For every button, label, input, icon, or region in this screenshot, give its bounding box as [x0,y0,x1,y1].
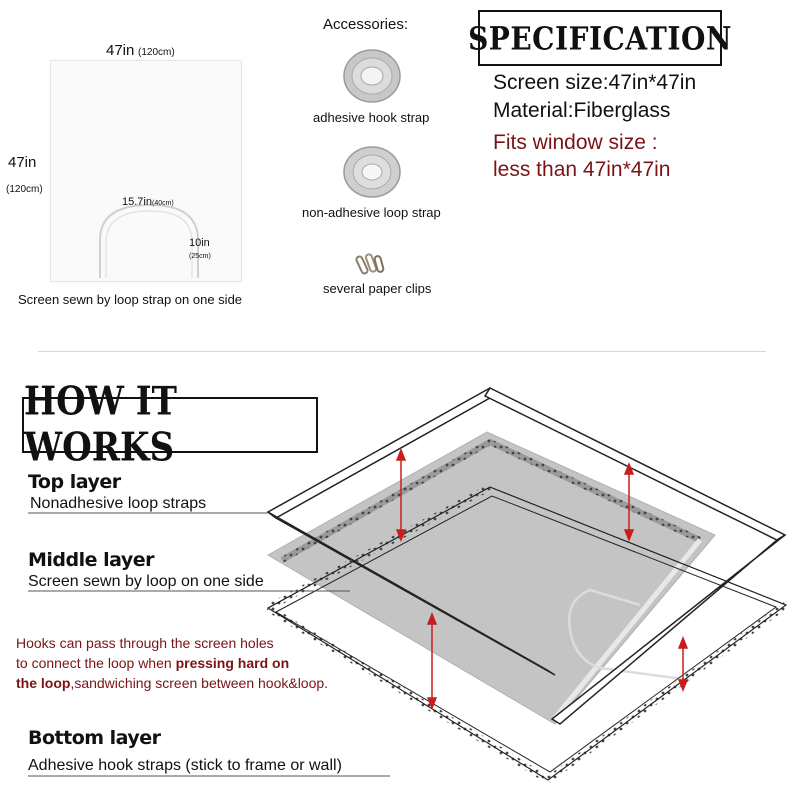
hook-note-line2: to connect the loop when [16,655,176,671]
bottom-layer-desc: Adhesive hook straps (stick to frame or wall) [28,757,342,774]
specification-title: SPECIFICATION [468,19,732,57]
how-it-works-title: HOW IT WORKS [24,379,177,471]
opening-height-cm: (25cm) [189,253,211,260]
hook-note-line3-bold: the loop [16,675,71,691]
screen-caption: Screen sewn by loop strap on one side [18,292,243,307]
accessory-label-loop-strap: non-adhesive loop strap [302,205,441,220]
hook-note-line1: Hooks can pass through the screen holes [16,635,274,651]
spec-material: Material:Fiberglass [493,99,671,122]
spec-fits-line2: less than 47in*47in [493,158,671,181]
opening-width-label: 15.7in [122,196,152,208]
top-layer-desc: Nonadhesive loop straps [30,495,207,512]
spec-screen-size: Screen size:47in*47in [493,71,697,94]
height-cm: (120cm) [6,184,43,195]
middle-layer-desc: Screen sewn by loop on one side [28,573,264,590]
hook-note [16,633,328,693]
accessory-label-paper-clips: several paper clips [323,281,432,296]
opening-width-cm: (40cm) [151,200,174,207]
top-layer-title: Top layer [28,471,121,493]
height-label: 47in [8,154,37,171]
middle-layer-title: Middle layer [28,549,155,571]
accessory-label-hook-strap: adhesive hook strap [313,110,430,125]
bottom-layer-title: Bottom layer [28,727,161,749]
hook-note-line3: ,sandwiching screen between hook&loop. [70,675,329,691]
spec-fits-line1: Fits window size : [493,131,658,154]
hook-note-line2-bold: pressing hard on [175,655,290,671]
width-label: 47in [106,42,135,59]
width-cm: (120cm) [137,47,175,58]
opening-height-label: 10in [189,237,210,249]
accessories-title: Accessories: [323,16,409,33]
